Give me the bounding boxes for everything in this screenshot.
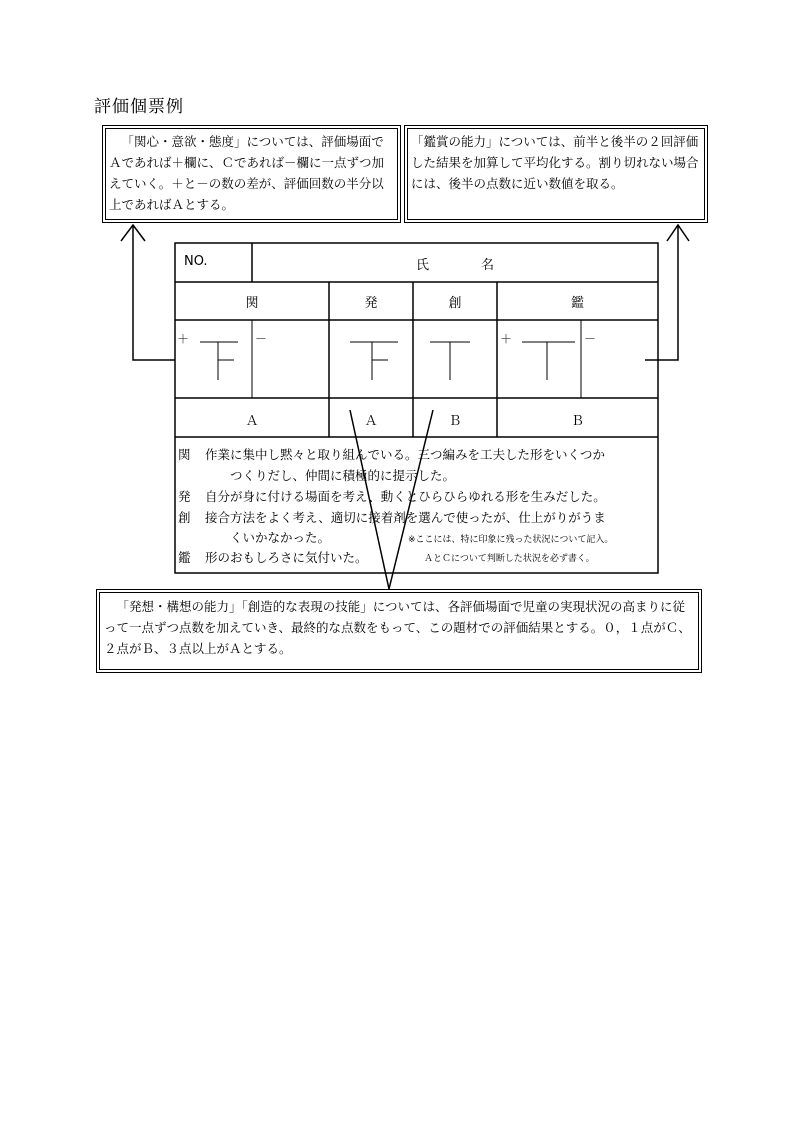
interest-minus-sign: － [255, 332, 268, 346]
note-interest-key: 関 [178, 447, 191, 462]
note-interest-line2: つくりだし、仲間に積極的に提示した。 [230, 468, 456, 483]
header-interest: 関 [245, 296, 259, 311]
header-idea: 発 [364, 296, 378, 311]
interest-criteria-text: 「関心・意欲・態度」については、評価場面でＡであれば＋欄に、Ｃであれば－欄に一点ずつ加えていく。＋と－の数の差が、評価回数の半分以上であればＡとする。 [105, 128, 398, 220]
result-idea: Ａ [364, 414, 378, 429]
result-creation: Ｂ [448, 414, 462, 429]
creativity-criteria-text: 「発想・構想の能力」「創造的な表現の技能」については、各評価場面で児童の実現状況の高まりに従って一点ずつ点数を加えていき、最終的な点数をもって、この題材での評価結果とする。０，１点がＣ、２点がＢ、３点以上がＡとする。 [99, 592, 699, 670]
page-title: 評価個票例 [94, 97, 184, 117]
note-creation-line2: くいかなかった。 [230, 530, 331, 545]
note-idea-key: 発 [178, 489, 191, 504]
appreciation-minus-sign: － [584, 332, 597, 346]
appreciation-criteria-text: 「鑑賞の能力」については、前半と後半の２回評価した結果を加算して平均化する。割り切れない場合には、後半の点数に近い数値を取る。 [407, 128, 705, 220]
result-interest: Ａ [245, 414, 259, 429]
note-idea-line: 自分が身に付ける場面を考え、動くとひらひらゆれる形を生みだした。 [205, 489, 606, 504]
note-remark-1: ※ここには、特に印象に残った状況について記入。 [408, 535, 614, 545]
note-appreciation-key: 鑑 [178, 550, 191, 565]
interest-plus-sign: ＋ [177, 332, 190, 346]
header-creation: 創 [448, 296, 462, 311]
note-interest-line1: 作業に集中し黙々と取り組んでいる。三つ編みを工夫した形をいくつか [205, 447, 606, 462]
header-appreciation: 鑑 [570, 296, 584, 311]
note-creation-line1: 接合方法をよく考え、適切に接着剤を選んで使ったが、仕上がりがうま [205, 510, 606, 525]
note-creation-key: 創 [178, 510, 191, 525]
number-label: NO. [184, 254, 208, 269]
result-appreciation: Ｂ [570, 414, 584, 429]
name-label: 氏 名 [415, 258, 494, 273]
note-appreciation-line: 形のおもしろさに気付いた。 [205, 550, 368, 565]
appreciation-plus-sign: ＋ [500, 332, 513, 346]
note-remark-2: ＡとＣについて判断した状況を必ず書く。 [424, 554, 595, 564]
